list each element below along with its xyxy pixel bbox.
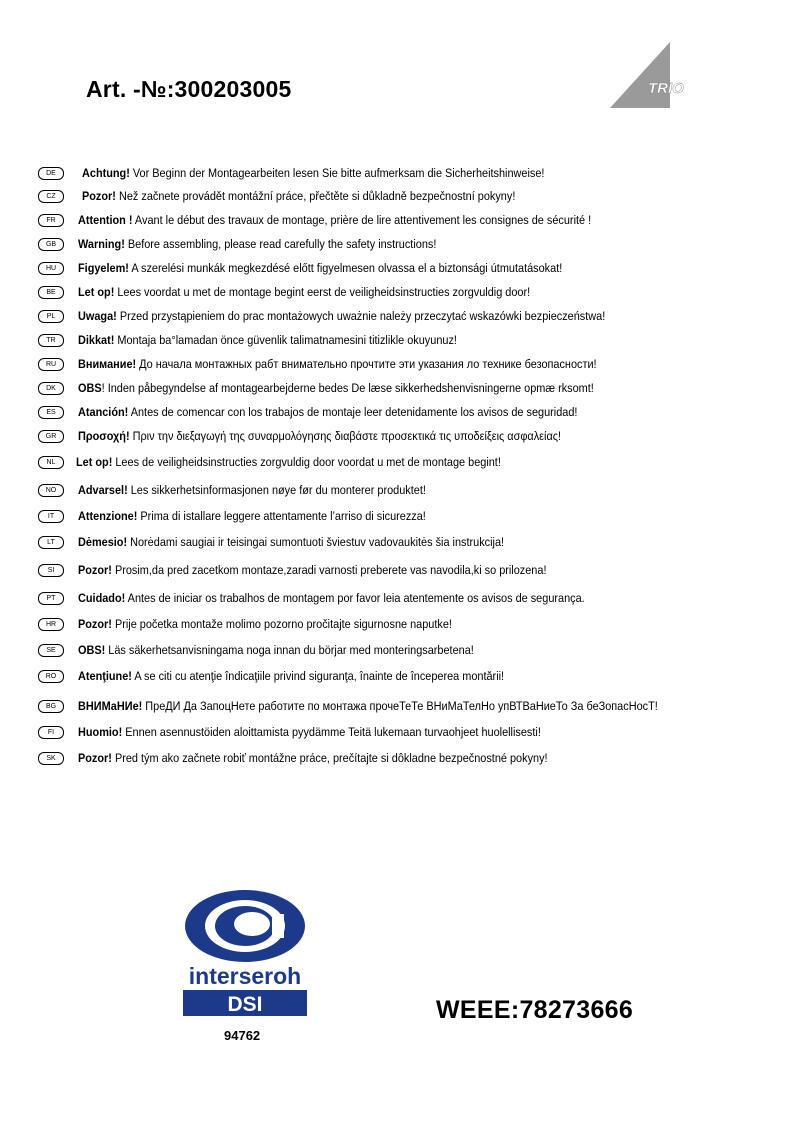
warning-text	[78, 483, 426, 497]
warning-lead: Pozor!	[78, 563, 112, 577]
logo-dsi-text: DSI	[227, 993, 263, 1016]
warning-text	[78, 381, 594, 395]
warning-lead: OBS	[78, 381, 102, 395]
language-badge: SK	[38, 752, 64, 765]
warning-text	[78, 261, 562, 275]
language-badge: FI	[38, 726, 64, 739]
warning-text	[78, 509, 426, 523]
warning-lead: Pozor!	[78, 617, 112, 631]
warning-text	[78, 725, 541, 739]
warning-lead: Cuidado!	[78, 591, 126, 605]
warning-row-dk	[38, 378, 664, 398]
warning-body: Lees de veiligheidsinstructies zorgvuldig door voordat u met de montage begint!	[112, 455, 501, 469]
warning-lead: Pozor!	[82, 189, 116, 203]
warning-body: ! Inden påbegyndelse af montagearbejderne bedes De læse sikkerhedshenvisningerne opmæ rksomt!	[101, 381, 594, 395]
warning-body: Avant le début des travaux de montage, prière de lire attentivement les consignes de sécurité !	[132, 213, 592, 227]
warning-lead: Let op!	[78, 285, 115, 299]
warning-lead: ВНИМаНИе!	[78, 699, 143, 713]
warning-row-pt	[38, 588, 654, 608]
language-badge: NL	[38, 456, 64, 469]
warning-body: Montaja ba°lamadan önce güvenlik talimatnamesini titizlikle okuyunuz!	[114, 333, 457, 347]
warning-row-hr	[38, 614, 503, 634]
language-badge: BE	[38, 286, 64, 299]
logo-center	[234, 912, 270, 936]
warning-text	[78, 357, 597, 371]
warning-row-lt	[38, 532, 562, 552]
logo-gap	[272, 914, 284, 938]
language-badge: TR	[38, 334, 64, 347]
warning-row-de	[38, 163, 608, 183]
language-badge: GR	[38, 430, 64, 443]
language-badge: PT	[38, 592, 64, 605]
warning-row-nl	[38, 452, 559, 472]
warning-body: Πριν την διεξαγωγή της συναρμολόγησης διαβάστε προσεκτικά τις υποδείξεις ασφαλείας!	[129, 429, 562, 443]
warning-row-it	[38, 506, 473, 526]
warning-text	[76, 455, 501, 469]
warning-text	[78, 591, 585, 605]
language-badge: SI	[38, 564, 64, 577]
warning-lead: Внимание!	[78, 357, 137, 371]
warning-lead: Pozor!	[78, 751, 112, 765]
warning-body: Les sikkerhetsinformasjonen nøye før du monterer produktet!	[127, 483, 426, 497]
warning-row-se	[38, 640, 528, 660]
warning-body: Než začnete provádět montážní práce, přečtěte si důkladně bezpečnostní pokyny!	[115, 189, 516, 203]
warning-lead: Dikkat!	[78, 333, 115, 347]
warning-text	[78, 237, 436, 251]
warning-body: ПреДИ Да ЗапоцНете работите по монтажа прочеТеТе ВНиМаТелНо упВТВаНиеТо За беЗопасНосТ!	[142, 699, 658, 713]
language-badge: NO	[38, 484, 64, 497]
warning-row-si	[38, 560, 610, 580]
warning-lead: Let op!	[76, 455, 113, 469]
warning-body: Prosim,da pred zacetkom montaze,zaradi varnosti preberete vas navodila,ki so prilozena!	[111, 563, 547, 577]
warning-body: До начала монтажных рабт внимательно прочтите эти указания ло технике безопасности!	[136, 357, 597, 371]
warning-body: Prije početka montaže molimo pozorno pročitajte sigurnosne naputke!	[111, 617, 452, 631]
warning-body: Lees voordat u met de montage begint eerst de veiligheidsinstructies zorgvuldig door!	[114, 285, 531, 299]
language-badge: ES	[38, 406, 64, 419]
warning-text	[78, 669, 504, 683]
warning-body: Before assembling, please read carefully the safety instructions!	[124, 237, 437, 251]
language-badge: GB	[38, 238, 64, 251]
warning-body: Ennen asennustöiden aloittamista pyydämme Teitä lukemaan turvaohjeet huolellisesti!	[122, 725, 541, 739]
warning-body: Antes de iniciar os trabalhos de montagem por favor leia atentemente os avisos de segurança.	[125, 591, 585, 605]
language-badge: DK	[38, 382, 64, 395]
warning-text	[78, 751, 548, 765]
language-badge: BG	[38, 700, 64, 713]
interseroh-dsi-logo	[180, 888, 310, 1020]
warning-row-be	[38, 282, 592, 302]
language-badge: DE	[38, 167, 64, 180]
language-badge: HR	[38, 618, 64, 631]
language-badge: FR	[38, 214, 64, 227]
warning-text	[78, 285, 530, 299]
warning-lead: Atanción!	[78, 405, 129, 419]
warning-text	[82, 189, 515, 203]
language-badge: SE	[38, 644, 64, 657]
warning-row-gb	[38, 234, 485, 254]
language-badge: RO	[38, 670, 64, 683]
warning-row-fi	[38, 722, 604, 742]
warning-lead: Huomio!	[78, 725, 123, 739]
warning-text	[78, 563, 546, 577]
warning-text	[78, 309, 605, 323]
trio-logo-text: TRIO	[648, 80, 684, 97]
warning-body: Przed przystąpieniem do prac montażowych uważnie należy przeczytać wskazówki bezpieczeństwa!	[116, 309, 606, 323]
warning-lead: Achtung!	[82, 166, 130, 180]
warning-text	[78, 405, 577, 419]
warning-lead: Atenţiune!	[78, 669, 132, 683]
logo-number: 94762	[224, 1028, 261, 1043]
warning-row-sk	[38, 748, 612, 768]
warning-text	[78, 429, 561, 443]
warning-row-hu	[38, 258, 628, 278]
warning-text	[78, 333, 457, 347]
warning-body: Norėdami saugiai ir teisingai sumontuoti šviestuv vadovaukitės šia instrukcija!	[127, 535, 505, 549]
language-badge: IT	[38, 510, 64, 523]
warning-lead: Dėmesio!	[78, 535, 128, 549]
language-badge: PL	[38, 310, 64, 323]
warning-text	[78, 213, 591, 227]
warning-body: A szerelési munkák megkezdésé előtt figyelmesen olvassa el a biztonsági útmutatásokat!	[128, 261, 563, 275]
warning-body: Prima di istallare leggere attentamente l’arriso di sicurezza!	[137, 509, 426, 523]
article-number: Art. -№:300203005	[86, 76, 292, 102]
language-badge: RU	[38, 358, 64, 371]
warning-row-ro	[38, 666, 562, 686]
warning-row-ru	[38, 354, 667, 374]
warning-row-pl	[38, 306, 677, 326]
warning-text	[78, 535, 504, 549]
warning-lead: Attention !	[78, 213, 133, 227]
warning-body: Läs säkerhetsanvisningama noga innan du börjar med monteringsarbetena!	[105, 643, 474, 657]
warning-text	[82, 166, 544, 180]
warning-row-no	[38, 480, 473, 500]
warning-body: Vor Beginn der Montagearbeiten lesen Sie bitte aufmerksam die Sicherheitshinweise!	[129, 166, 545, 180]
warning-body: Pred tým ako začnete robiť montážne práce, prečítajte si dôkladne bezpečnostné pokyny!	[111, 751, 548, 765]
warning-text	[78, 643, 474, 657]
warning-row-cz	[38, 186, 574, 206]
warning-text	[78, 617, 452, 631]
warning-lead: OBS!	[78, 643, 106, 657]
warning-lead: Uwaga!	[78, 309, 117, 323]
warning-lead: Advarsel!	[78, 483, 128, 497]
language-badge: CZ	[38, 190, 64, 203]
warning-row-es	[38, 402, 646, 422]
warning-lead: Figyelem!	[78, 261, 129, 275]
warning-row-tr	[38, 330, 509, 350]
warning-lead: Attenzione!	[78, 509, 138, 523]
logo-brand-text: interseroh	[188, 963, 302, 989]
warning-body: A se citi cu atenţie îndicaţiile privind siguranţa, înainte de începerea montării!	[131, 669, 505, 683]
warning-lead: Warning!	[78, 237, 125, 251]
language-badge: LT	[38, 536, 64, 549]
language-badge: HU	[38, 262, 64, 275]
warning-lead: Προσοχή!	[78, 429, 130, 443]
warning-row-fr	[38, 210, 661, 230]
warning-row-bg	[38, 696, 737, 716]
warning-text	[78, 699, 658, 713]
weee-number: WEEE:78273666	[436, 996, 634, 1024]
warning-body: Antes de comencar con los trabajos de montaje leer detenidamente los avisos de seguridad!	[128, 405, 578, 419]
warning-row-gr	[38, 426, 627, 446]
